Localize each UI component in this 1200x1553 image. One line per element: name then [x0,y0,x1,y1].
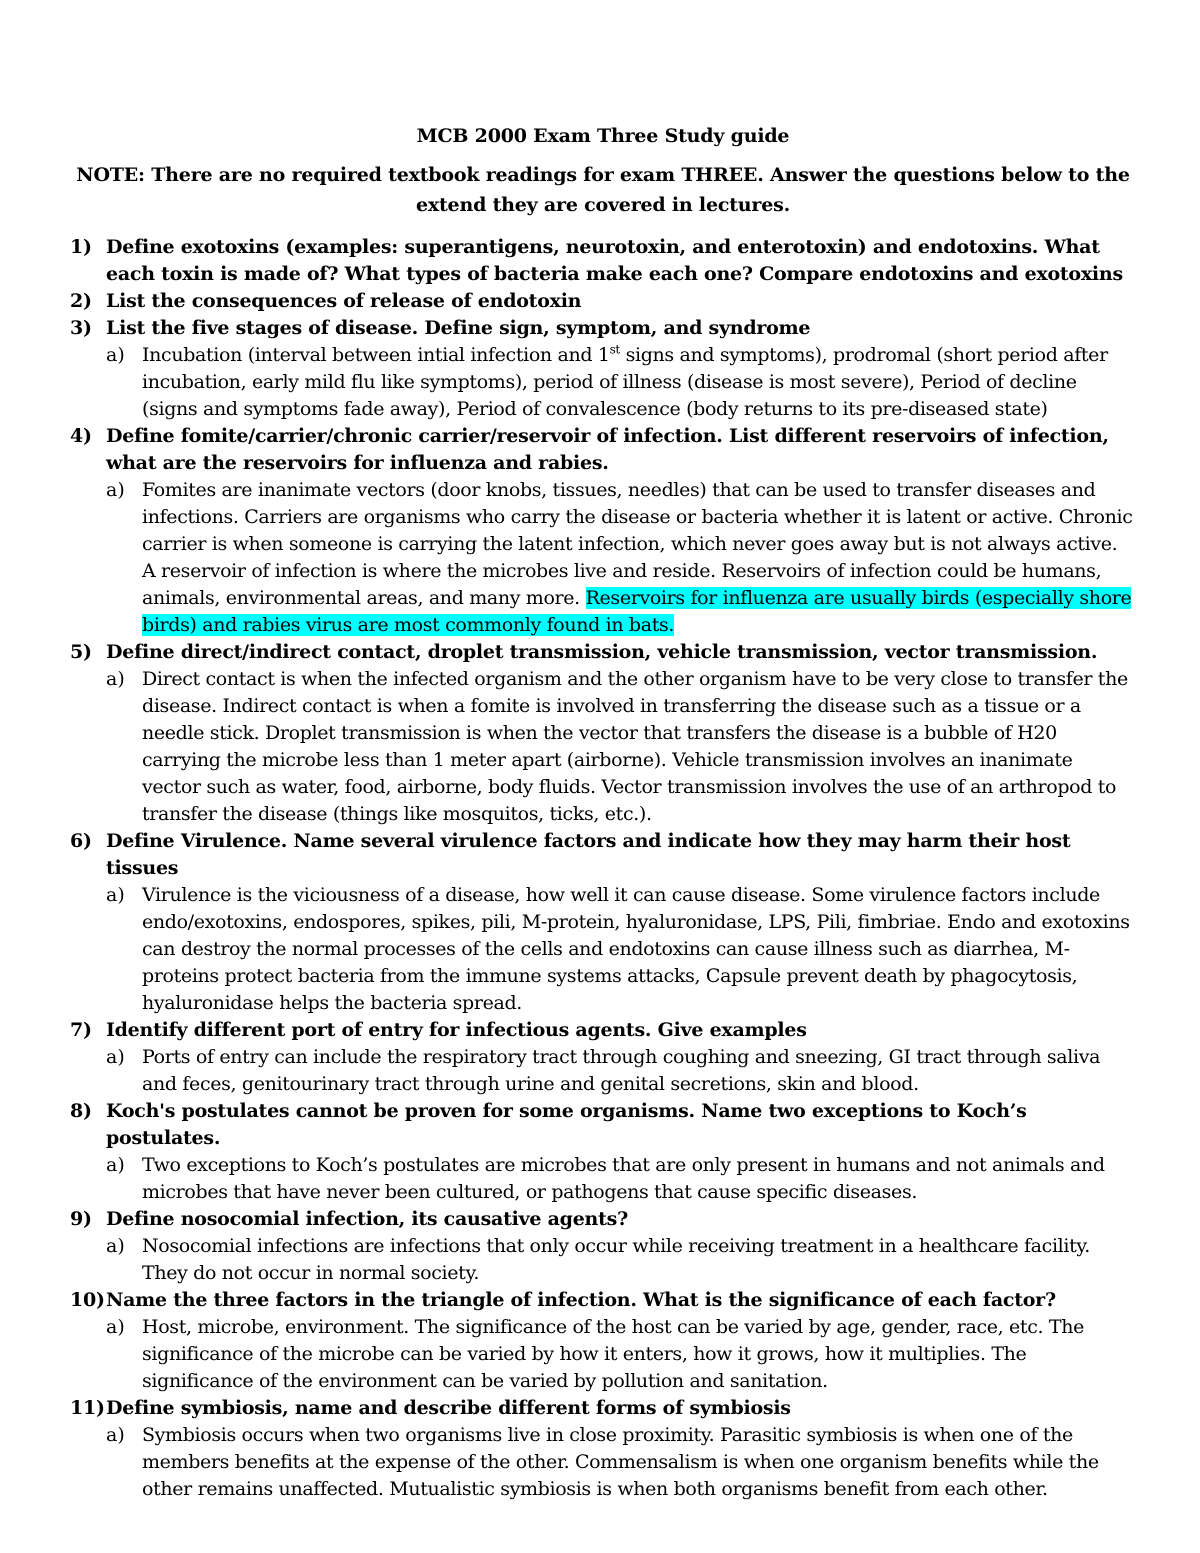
answer-item [106,666,1136,828]
highlighted-text: Reservoirs for influenza are usually birds (especially shore birds) and rabies virus are most commonly found in bats. [142,587,1132,636]
question-item [70,1098,1136,1206]
question-text: Name the three factors in the triangle of infection. What is the significance of each factor? [106,1289,1056,1311]
answer-superscript: st [609,342,620,357]
answer-item [106,477,1136,639]
question-text: List the five stages of disease. Define sign, symptom, and syndrome [106,317,811,339]
question-item [70,288,1136,315]
question-number: 8) [70,1100,92,1122]
question-item [70,1287,1136,1395]
answer-label: a) [106,1235,125,1257]
answer-text: Nosocomial infections are infections that only occur while receiving treatment in a healthcare facility. They do not occur in normal society. [142,1235,1090,1284]
answer-text: Direct contact is when the infected organism and the other organism have to be very close to transfer the disease. Indirect contact is when a fomite is involved in transferring the disease such as a tissue or a needle stick. Droplet transmission is when the vector that transfers the disease is a bubble of H20 carrying the microbe less than 1 meter apart (airborne). Vehicle transmission involves an inanimate vector such as water, food, airborne, body fluids. Vector transmission involves the use of an arthropod to transfer the disease (things like mosquitos, ticks, etc.). [142,668,1128,825]
question-number: 11) [70,1397,105,1419]
question-text: List the consequences of release of endotoxin [106,290,582,312]
question-text: Define nosocomial infection, its causative agents? [106,1208,628,1230]
answer-label: a) [106,668,125,690]
question-text: Define fomite/carrier/chronic carrier/reservoir of infection. List different reservoirs of infection, what are the reservoirs for influenza and rabies. [106,425,1109,474]
question-text: Koch's postulates cannot be proven for some organisms. Name two exceptions to Koch’s postulates. [106,1100,1027,1149]
answer-label: a) [106,884,125,906]
answer-text: Host, microbe, environment. The significance of the host can be varied by age, gender, race, etc. The significance of the microbe can be varied by how it enters, how it grows, how it multiplies. The significance of the environment can be varied by pollution and sanitation. [142,1316,1084,1392]
question-number: 3) [70,317,92,339]
answer-label: a) [106,1046,125,1068]
question-item [70,1395,1136,1503]
answer-item [106,1233,1136,1287]
question-item [70,1017,1136,1098]
answer-item [106,1422,1136,1503]
question-text: Define symbiosis, name and describe different forms of symbiosis [106,1397,791,1419]
question-text: Define Virulence. Name several virulence factors and indicate how they may harm their host tissues [106,830,1071,879]
document-page [70,118,1136,1503]
question-item [70,828,1136,1017]
question-item [70,234,1136,288]
question-text: Define direct/indirect contact, droplet transmission, vehicle transmission, vector transmission. [106,641,1098,663]
question-item [70,639,1136,828]
question-item [70,1206,1136,1287]
answer-label: a) [106,1316,125,1338]
question-item [70,315,1136,423]
answer-item [106,1152,1136,1206]
page-title: MCB 2000 Exam Three Study guide [416,125,790,147]
question-number: 5) [70,641,92,663]
question-number: 6) [70,830,92,852]
answer-label: a) [106,479,125,501]
question-number: 1) [70,236,92,258]
answer-text-part: Fomites are inanimate vectors (door knobs, tissues, needles) that can be used to transfer diseases and infections. Carriers are organisms who carry the disease or bacteria whether it is latent or active. Chronic carrier is when someone is carrying the latent infection, which never goes away but is not always active. A reservoir of infection is where the microbes live and reside. Reservoirs of infection could be humans, animals, environmental areas, and many more. [142,479,1133,609]
question-item [70,423,1136,639]
answer-item [106,1314,1136,1395]
answer-item [106,342,1136,423]
answer-label: a) [106,1424,125,1446]
answer-text-part: Incubation (interval between intial infection and 1 [142,344,610,366]
question-number: 4) [70,425,92,447]
answer-item [106,1044,1136,1098]
answer-text [142,477,1136,639]
answer-text: Symbiosis occurs when two organisms live in close proximity. Parasitic symbiosis is when one of the members benefits at the expense of the other. Commensalism is when one organism benefits while the other remains unaffected. Mutualistic symbiosis is when both organisms benefit from each other. [142,1424,1099,1500]
question-text: Define exotoxins (examples: superantigens, neurotoxin, and enterotoxin) and endotoxins. What each toxin is made of? What types of bacteria make each one? Compare endotoxins and exotoxins [106,236,1123,285]
answer-text: Ports of entry can include the respiratory tract through coughing and sneezing, GI tract through saliva and feces, genitourinary tract through urine and genital secretions, skin and blood. [142,1046,1101,1095]
answer-item [106,882,1136,1017]
answer-text: Virulence is the viciousness of a disease, how well it can cause disease. Some virulence factors include endo/exotoxins, endospores, spikes, pili, M-protein, hyaluronidase, LPS, Pili, fimbriae. Endo and exotoxins can destroy the normal processes of the cells and endotoxins can cause illness such as diarrhea, M-proteins protect bacteria from the immune systems attacks, Capsule prevent death by phagocytosis, hyaluronidase helps the bacteria spread. [142,884,1130,1014]
question-number: 2) [70,290,92,312]
answer-text-part: signs and symptoms), prodromal (short period after incubation, early mild flu like symptoms), period of illness (disease is most severe), Period of decline (signs and symptoms fade away), Period of convalescence (body returns to its pre-diseased state) [142,344,1108,420]
question-number: 10) [70,1289,105,1311]
answer-label: a) [106,1154,125,1176]
question-number: 7) [70,1019,92,1041]
answer-text: Two exceptions to Koch’s postulates are microbes that are only present in humans and not animals and microbes that have never been cultured, or pathogens that cause specific diseases. [142,1154,1105,1203]
question-number: 9) [70,1208,92,1230]
note-paragraph: NOTE: There are no required textbook readings for exam THREE. Answer the questions below to the extend they are covered in lectures. [76,164,1130,216]
answer-label: a) [106,344,125,366]
question-text: Identify different port of entry for infectious agents. Give examples [106,1019,807,1041]
question-list [70,234,1136,1503]
answer-text [142,342,1136,423]
